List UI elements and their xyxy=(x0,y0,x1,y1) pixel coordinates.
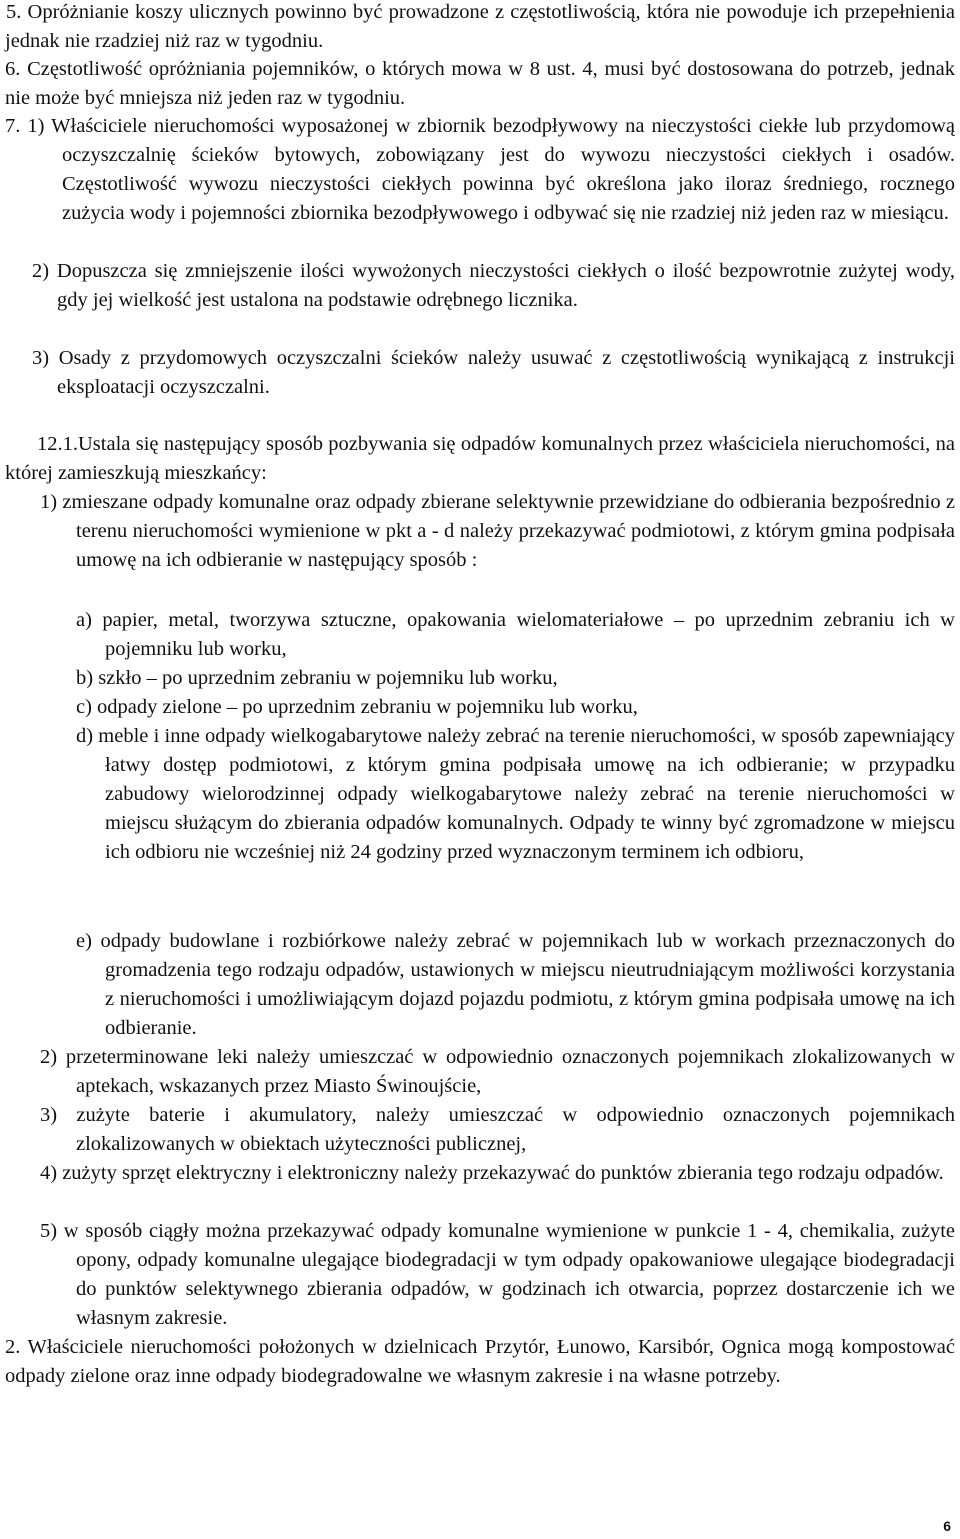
section-12-item-1: 1) zmieszane odpady komunalne oraz odpady zbierane selektywnie przewidziane do odbierania bezpośrednio z terenu nieruchomości wymienione w pkt a - d należy przekazywać podmiotowi, z którym gmina podpisała umowę na ich odbieranie w następujący sposób : xyxy=(40,491,955,571)
section-12-item-4: 4) zużyty sprzęt elektryczny i elektroniczny należy przekazywać do punktów zbierania tego rodzaju odpadów. xyxy=(40,1162,944,1184)
section-12-item-1-d: d) meble i inne odpady wielkogabarytowe należy zebrać na terenie nieruchomości, w sposób zapewniający łatwy dostęp podmiotowi, z którym gmina podpisała umowę na ich odbieranie; w przypadku zabudowy wielorodzinnej odpady wielkogabarytowe należy zebrać na terenie nieruchomości w miejscu służącym do zbierania odpadów komunalnych. Odpady te winny być zgromadzone w miejscu ich odbioru nie wcześniej niż 24 godziny przed wyznaczonym terminem ich odbioru, xyxy=(76,725,955,863)
section-12-item-1-e: e) odpady budowlane i rozbiórkowe należy zebrać w pojemnikach lub w workach przeznaczonych do gromadzenia tego rodzaju odpadów, ustawionych w miejscu nieutrudniającym możliwości korzystania z nieruchomości i umożliwiającym dojazd pojazdu podmiotu, z którym gmina podpisała umowę na ich odbieranie. xyxy=(76,930,955,1039)
paragraph-6: 6. Częstotliwość opróżniania pojemników, o których mowa w 8 ust. 4, musi być dostosowana do potrzeb, jednak nie może być mniejsza niż jeden raz w tygodniu. xyxy=(5,58,955,109)
paragraph-2: 2. Właściciele nieruchomości położonych w dzielnicach Przytór, Łunowo, Karsibór, Ognica mogą kompostować odpady zielone oraz inne odpady biodegradowalne we własnym zakresie i na własne potrzeby. xyxy=(5,1336,955,1387)
page-number: 6 xyxy=(943,1518,951,1534)
section-12-intro: 12.1.Ustala się następujący sposób pozbywania się odpadów komunalnych przez właściciela nieruchomości, na której zamieszkują mieszkańcy: xyxy=(5,433,955,484)
paragraph-7-item-2: 2) Dopuszcza się zmniejszenie ilości wywożonych nieczystości ciekłych o ilość bezpowrotnie zużytej wody, gdy jej wielkość jest ustalona na podstawie odrębnego licznika. xyxy=(32,260,955,311)
section-12-item-3: 3) zużyte baterie i akumulatory, należy umieszczać w odpowiednio oznaczonych pojemnikach zlokalizowanych w obiektach użyteczności publicznej, xyxy=(40,1104,955,1155)
section-12-item-1-c: c) odpady zielone – po uprzednim zebraniu w pojemniku lub worku, xyxy=(76,696,638,718)
section-12-item-1-b: b) szkło – po uprzednim zebraniu w pojemniku lub worku, xyxy=(76,667,558,689)
paragraph-5: 5. Opróżnianie koszy ulicznych powinno być prowadzone z częstotliwością, która nie powoduje ich przepełnienia jednak nie rzadziej niż raz w tygodniu. xyxy=(5,1,955,52)
section-12-item-1-a: a) papier, metal, tworzywa sztuczne, opakowania wielomateriałowe – po uprzednim zebraniu ich w pojemniku lub worku, xyxy=(76,609,955,660)
paragraph-7-item-3: 3) Osady z przydomowych oczyszczalni ścieków należy usuwać z częstotliwością wynikającą z instrukcji eksploatacji oczyszczalni. xyxy=(32,347,955,398)
section-12-item-2: 2) przeterminowane leki należy umieszczać w odpowiednio oznaczonych pojemnikach zlokalizowanych w aptekach, wskazanych przez Miasto Świnoujście, xyxy=(40,1046,955,1097)
section-12-item-5: 5) w sposób ciągły można przekazywać odpady komunalne wymienione w punkcie 1 - 4, chemikalia, zużyte opony, odpady komunalne ulegające biodegradacji w tym odpady opakowaniowe ulegające biodegradacji do punktów selektywnego zbierania odpadów, w godzinach ich otwarcia, poprzez dostarczenie ich we własnym zakresie. xyxy=(40,1220,955,1329)
paragraph-7-item-1: 7. 1) Właściciele nieruchomości wyposażonej w zbiornik bezodpływowy na nieczystości ciekłe lub przydomową oczyszczalnię ścieków bytowych, zobowiązany jest do wywozu nieczystości ciekłych i osadów. Częstotliwość wywozu nieczystości ciekłych powinna być określona jako iloraz średniego, rocznego zużycia wody i pojemności zbiornika bezodpływowego i odbywać się nie rzadziej niż jeden raz w miesiącu. xyxy=(5,115,955,224)
